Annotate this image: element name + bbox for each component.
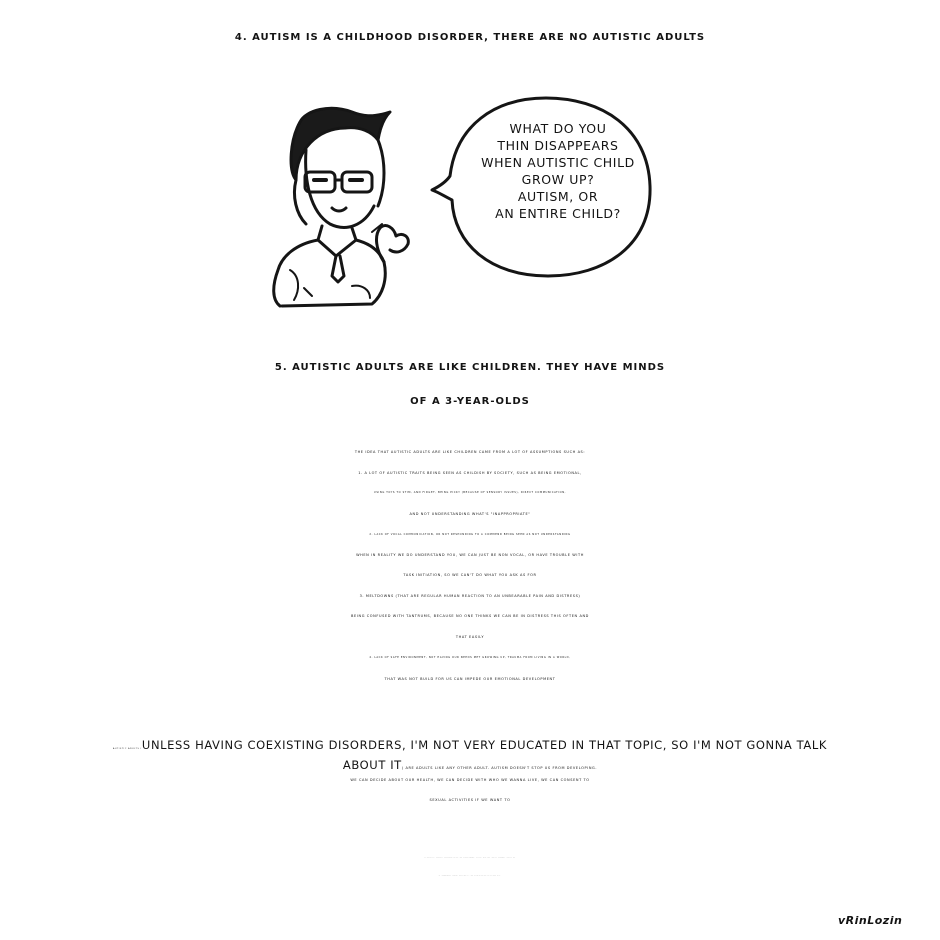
adults-line-4: SEXUAL ACTIVITIES IF WE WANT TO <box>429 798 511 802</box>
adults-line-1 <box>0 738 940 752</box>
intro-line: TASK INITIATION, SO WE CAN'T DO WHAT YOU ASK AS FOR <box>403 573 537 577</box>
intro-line: THAT EASILY <box>455 635 485 639</box>
intro-line: AND NOT UNDERSTANDING WHAT'S "INAPPROPRIATE" <box>409 512 531 516</box>
bubble-line: GROW UP? <box>521 172 595 187</box>
heading-myth-5-line2: OF A 3-YEAR-OLDS <box>410 396 530 407</box>
bubble-line: WHAT DO YOU <box>509 121 607 136</box>
adults-line-2-aside: ABOUT IT <box>342 758 402 772</box>
adults-line-2-main: ) ARE ADULTS LIKE ANY OTHER ADULT. AUTISM DOESN'T STOP US FROM DEVELOPING. <box>401 766 598 770</box>
intro-line: 3. MELTDOWNS (THAT ARE REGULAR HUMAN REACTION TO AN UNBEARABLE PAIN AND DISTRESS) <box>359 594 581 598</box>
heading-myth-5-line1: 5. AUTISTIC ADULTS ARE LIKE CHILDREN. THEY HAVE MINDS <box>274 362 666 373</box>
bubble-line: AUTISM, OR <box>517 189 599 204</box>
intro-line: THE IDEA THAT AUTISTIC ADULTS ARE LIKE CHILDREN CAME FROM A LOT OF ASSUMPTIONS SUCH AS: <box>354 450 586 454</box>
adults-line-1-lead: AUTISTIC ADULTS ( <box>112 748 142 750</box>
adults-line-3: WE CAN DECIDE ABOUT OUR HEALTH, WE CAN DECIDE WITH WHO WE WANNA LIVE, WE CAN CONSENT TO <box>350 778 590 782</box>
intro-line: USING TOYS TO STIM, AND FIDGET, BEING PICKY (BECAUSE OF SENSORY ISSUES), DIRECT COMMUNICATION, <box>373 491 567 494</box>
intro-line: 2. LACK OF VOCAL COMMUNICATION, OR NOT RESPONDING TO A COMMEND BEING SEEN AS NOT UNDERSTANDING <box>369 533 571 536</box>
adults-line-2 <box>0 758 940 772</box>
speech-bubble-text <box>468 120 648 222</box>
adults-line-1-aside: UNLESS HAVING COEXISTING DISORDERS, I'M NOT VERY EDUCATED IN THAT TOPIC, SO I'M NOT GONNA TALK <box>141 738 827 752</box>
intro-line: THAT WAS NOT BUILD FOR US CAN IMPEDE OUR EMOTIONAL DEVELOPMENT <box>384 677 556 681</box>
character-drawing <box>274 108 409 306</box>
intro-line: WHEN IN REALITY WE DO UNDERSTAND YOU, WE CAN JUST BE NON VOCAL, OR HAVE TROUBLE WITH <box>356 553 584 557</box>
bubble-line: THIN DISAPPEARS <box>497 138 619 153</box>
bubble-line: WHEN AUTISTIC CHILD <box>481 155 635 170</box>
intro-line: 4. LACK OF SAFE ENVIRONMENT, NOT HAVING OUR NEEDS MET GROWING UP, TRAUMA FROM LIVING IN A WORLD, <box>369 656 571 659</box>
bubble-line: AN ENTIRE CHILD? <box>495 206 621 221</box>
artist-signature: vRinLozin <box>838 914 903 927</box>
heading-myth-4: 4. AUTISM IS A CHILDHOOD DISORDER, THERE ARE NO AUTISTIC ADULTS <box>234 32 706 43</box>
intro-line: BEING CONFUSED WITH TANTRUMS, BECAUSE NO ONE THINKS WE CAN BE IN DISTRESS THIS OFTEN AND <box>351 614 589 618</box>
intro-line: 1. A LOT OF AUTISTIC TRAITS BEING SEEN AS CHILDISH BY SOCIETY, SUCH AS BEING EMOTIONAL, <box>358 471 582 475</box>
